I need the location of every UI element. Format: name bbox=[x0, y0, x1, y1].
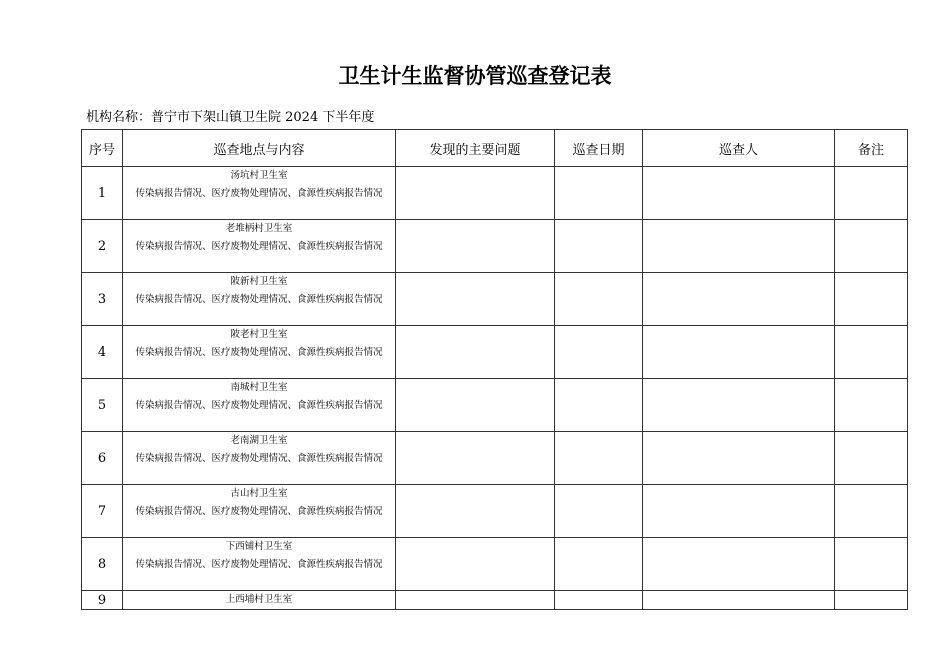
problems-cell[interactable] bbox=[396, 591, 555, 610]
inspector-cell[interactable] bbox=[643, 485, 835, 538]
inspection-content: 传染病报告情况、医疗废物处理情况、食源性疾病报告情况 bbox=[135, 559, 383, 570]
row-number: 9 bbox=[82, 591, 123, 610]
clinic-name: 老南湖卫生室 bbox=[230, 435, 288, 446]
table-row bbox=[82, 591, 908, 610]
date-cell[interactable] bbox=[555, 220, 643, 273]
header-seq: 序号 bbox=[82, 130, 123, 167]
clinic-name: 老堆柄村卫生室 bbox=[225, 223, 293, 234]
header-problems: 发现的主要问题 bbox=[396, 130, 555, 167]
date-cell[interactable] bbox=[555, 167, 643, 220]
clinic-name: 汤坑村卫生室 bbox=[230, 170, 288, 181]
table-row bbox=[82, 167, 908, 220]
inspector-cell[interactable] bbox=[643, 273, 835, 326]
inspection-register-table bbox=[81, 129, 908, 610]
remarks-cell[interactable] bbox=[835, 273, 908, 326]
clinic-name: 南城村卫生室 bbox=[230, 382, 288, 393]
problems-cell[interactable] bbox=[396, 326, 555, 379]
place-cell bbox=[123, 538, 396, 591]
inspection-content: 传染病报告情况、医疗废物处理情况、食源性疾病报告情况 bbox=[135, 241, 383, 252]
inspection-content: 传染病报告情况、医疗废物处理情况、食源性疾病报告情况 bbox=[135, 294, 383, 305]
problems-cell[interactable] bbox=[396, 273, 555, 326]
inspector-cell[interactable] bbox=[643, 538, 835, 591]
problems-cell[interactable] bbox=[396, 538, 555, 591]
inspector-cell[interactable] bbox=[643, 326, 835, 379]
inspection-content: 传染病报告情况、医疗废物处理情况、食源性疾病报告情况 bbox=[135, 453, 383, 464]
problems-cell[interactable] bbox=[396, 379, 555, 432]
row-number: 5 bbox=[82, 379, 123, 432]
inspector-cell[interactable] bbox=[643, 432, 835, 485]
inspection-content: 传染病报告情况、医疗废物处理情况、食源性疾病报告情况 bbox=[135, 506, 383, 517]
remarks-cell[interactable] bbox=[835, 485, 908, 538]
problems-cell[interactable] bbox=[396, 432, 555, 485]
inspector-cell[interactable] bbox=[643, 379, 835, 432]
clinic-name: 陂老村卫生室 bbox=[230, 329, 288, 340]
inspector-cell[interactable] bbox=[643, 591, 835, 610]
header-place-content: 巡查地点与内容 bbox=[123, 130, 396, 167]
place-cell bbox=[123, 485, 396, 538]
document-title: 卫生计生监督协管巡查登记表 bbox=[338, 64, 612, 88]
remarks-cell[interactable] bbox=[835, 591, 908, 610]
date-cell[interactable] bbox=[555, 432, 643, 485]
row-number: 6 bbox=[82, 432, 123, 485]
clinic-name: 古山村卫生室 bbox=[230, 488, 288, 499]
organization-line: 机构名称：普宁市下架山镇卫生院 2024 下半年度 bbox=[86, 110, 375, 125]
table-row bbox=[82, 379, 908, 432]
row-number: 1 bbox=[82, 167, 123, 220]
table-row bbox=[82, 220, 908, 273]
clinic-name: 下西铺村卫生室 bbox=[225, 541, 293, 552]
remarks-cell[interactable] bbox=[835, 538, 908, 591]
inspector-cell[interactable] bbox=[643, 220, 835, 273]
header-remarks: 备注 bbox=[835, 130, 908, 167]
date-cell[interactable] bbox=[555, 326, 643, 379]
place-cell bbox=[123, 591, 396, 610]
row-number: 4 bbox=[82, 326, 123, 379]
inspection-content: 传染病报告情况、医疗废物处理情况、食源性疾病报告情况 bbox=[135, 188, 383, 199]
problems-cell[interactable] bbox=[396, 167, 555, 220]
remarks-cell[interactable] bbox=[835, 220, 908, 273]
date-cell[interactable] bbox=[555, 591, 643, 610]
remarks-cell[interactable] bbox=[835, 432, 908, 485]
inspection-content: 传染病报告情况、医疗废物处理情况、食源性疾病报告情况 bbox=[135, 400, 383, 411]
table-row bbox=[82, 432, 908, 485]
date-cell[interactable] bbox=[555, 538, 643, 591]
place-cell bbox=[123, 167, 396, 220]
remarks-cell[interactable] bbox=[835, 167, 908, 220]
table-row bbox=[82, 273, 908, 326]
date-cell[interactable] bbox=[555, 485, 643, 538]
row-number: 7 bbox=[82, 485, 123, 538]
problems-cell[interactable] bbox=[396, 220, 555, 273]
remarks-cell[interactable] bbox=[835, 326, 908, 379]
place-cell bbox=[123, 220, 396, 273]
row-number: 2 bbox=[82, 220, 123, 273]
inspector-cell[interactable] bbox=[643, 167, 835, 220]
table-row bbox=[82, 538, 908, 591]
table-row bbox=[82, 485, 908, 538]
clinic-name: 陂新村卫生室 bbox=[230, 276, 288, 287]
place-cell bbox=[123, 273, 396, 326]
header-inspector: 巡查人 bbox=[643, 130, 835, 167]
place-cell bbox=[123, 326, 396, 379]
table-header-row bbox=[82, 130, 908, 167]
problems-cell[interactable] bbox=[396, 485, 555, 538]
place-cell bbox=[123, 432, 396, 485]
date-cell[interactable] bbox=[555, 379, 643, 432]
row-number: 8 bbox=[82, 538, 123, 591]
inspection-content: 传染病报告情况、医疗废物处理情况、食源性疾病报告情况 bbox=[135, 347, 383, 358]
row-number: 3 bbox=[82, 273, 123, 326]
remarks-cell[interactable] bbox=[835, 379, 908, 432]
place-cell bbox=[123, 379, 396, 432]
table-row bbox=[82, 326, 908, 379]
date-cell[interactable] bbox=[555, 273, 643, 326]
header-date: 巡查日期 bbox=[555, 130, 643, 167]
clinic-name: 上西埔村卫生室 bbox=[225, 594, 293, 605]
